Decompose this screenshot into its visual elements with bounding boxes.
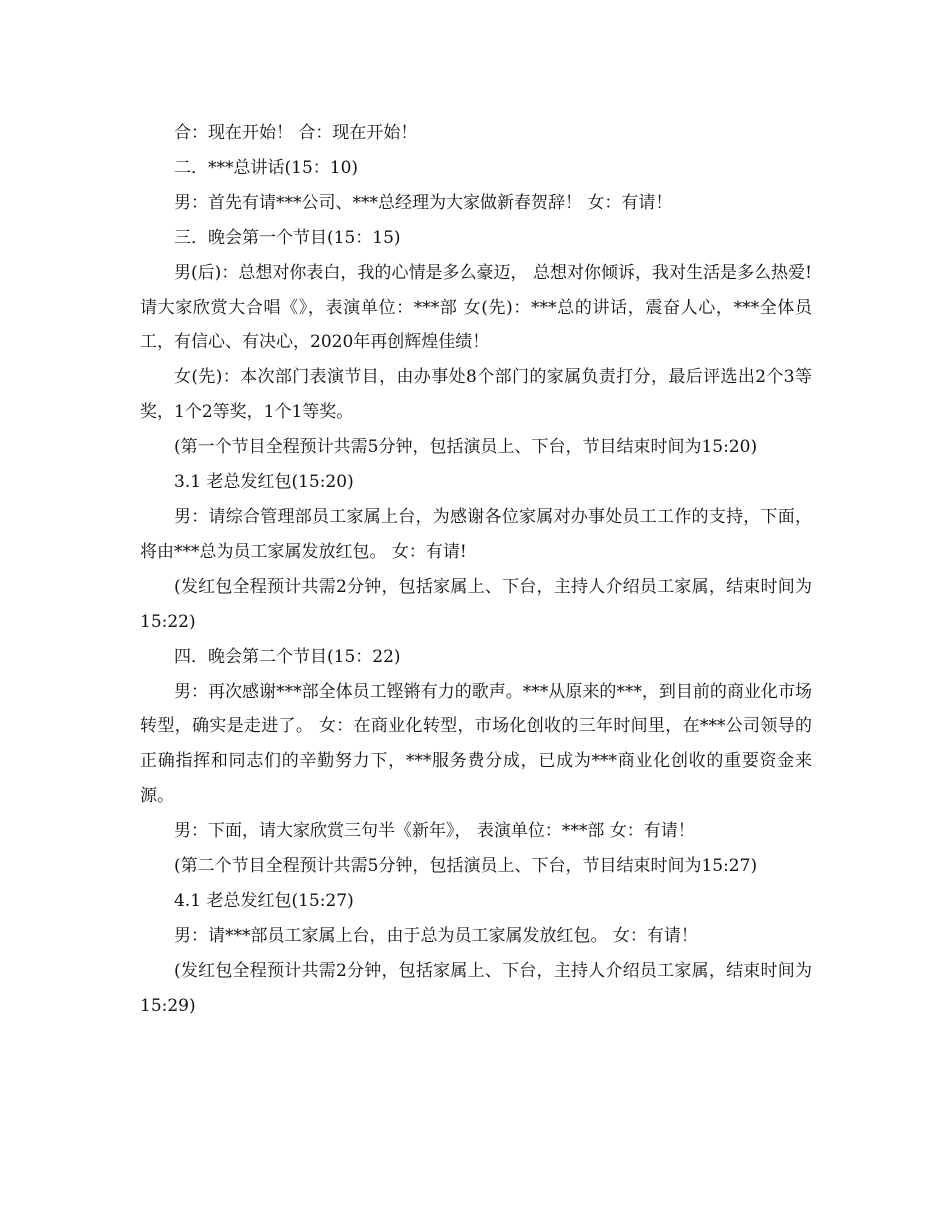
paragraph-note: (第二个节目全程预计共需5分钟，包括演员上、下台，节目结束时间为15:27)	[174, 856, 758, 877]
paragraph: 男：下面，请大家欣赏三句半《新年》， 表演单位：***部 女：有请！	[174, 821, 695, 842]
subsection-heading-4-1: 4.1 老总发红包(15:27)	[174, 890, 354, 911]
section-heading-2: 二．***总讲话(15：10)	[174, 157, 359, 178]
subsection-heading-3-1: 3.1 老总发红包(15:20)	[174, 472, 354, 493]
section-heading-3: 三．晚会第一个节目(15：15)	[174, 227, 401, 248]
paragraph: 男：请***部员工家属上台，由于总为员工家属发放红包。 女：有请！	[174, 925, 698, 946]
paragraph-note: (发红包全程预计共需2分钟，包括家属上、下台，主持人介绍员工家属，结束时间为15:22)	[140, 576, 812, 632]
paragraph-opening: 合：现在开始！ 合：现在开始！	[174, 123, 418, 143]
paragraph-note: (第一个节目全程预计共需5分钟，包括演员上、下台，节目结束时间为15:20)	[174, 437, 758, 458]
section-heading-4: 四．晚会第二个节目(15：22)	[174, 646, 401, 667]
paragraph-note: (发红包全程预计共需2分钟，包括家属上、下台，主持人介绍员工家属，结束时间为15:29)	[140, 960, 812, 1016]
paragraph: 男：再次感谢***部全体员工铿锵有力的歌声。***从原来的***，到目前的商业化市场转型，确实是走进了。 女：在商业化转型，市场化创收的三年时间里，在***公司领导的正确指挥和同志们的辛勤努力下，***服务费分成，已成为***商业化创收的重要资金来源。	[140, 681, 812, 807]
paragraph: 男：请综合管理部员工家属上台，为感谢各位家属对办事处员工工作的支持，下面，将由***总为员工家属发放红包。 女：有请!	[140, 506, 812, 562]
paragraph: 男：首先有请***公司、***总经理为大家做新春贺辞！ 女：有请！	[174, 192, 673, 213]
paragraph: 女(先)：本次部门表演节目，由办事处8个部门的家属负责打分，最后评选出2个3等奖，1个2等奖，1个1等奖。	[140, 367, 812, 423]
document-body	[140, 116, 812, 1024]
paragraph: 男(后)：总想对你表白，我的心情是多么豪迈， 总想对你倾诉，我对生活是多么热爱!请大家欣赏大合唱《》，表演单位：***部 女(先)：***总的讲话，震奋人心，***全体员工，有信心、有决心，2020年再创辉煌佳绩！	[140, 262, 812, 353]
